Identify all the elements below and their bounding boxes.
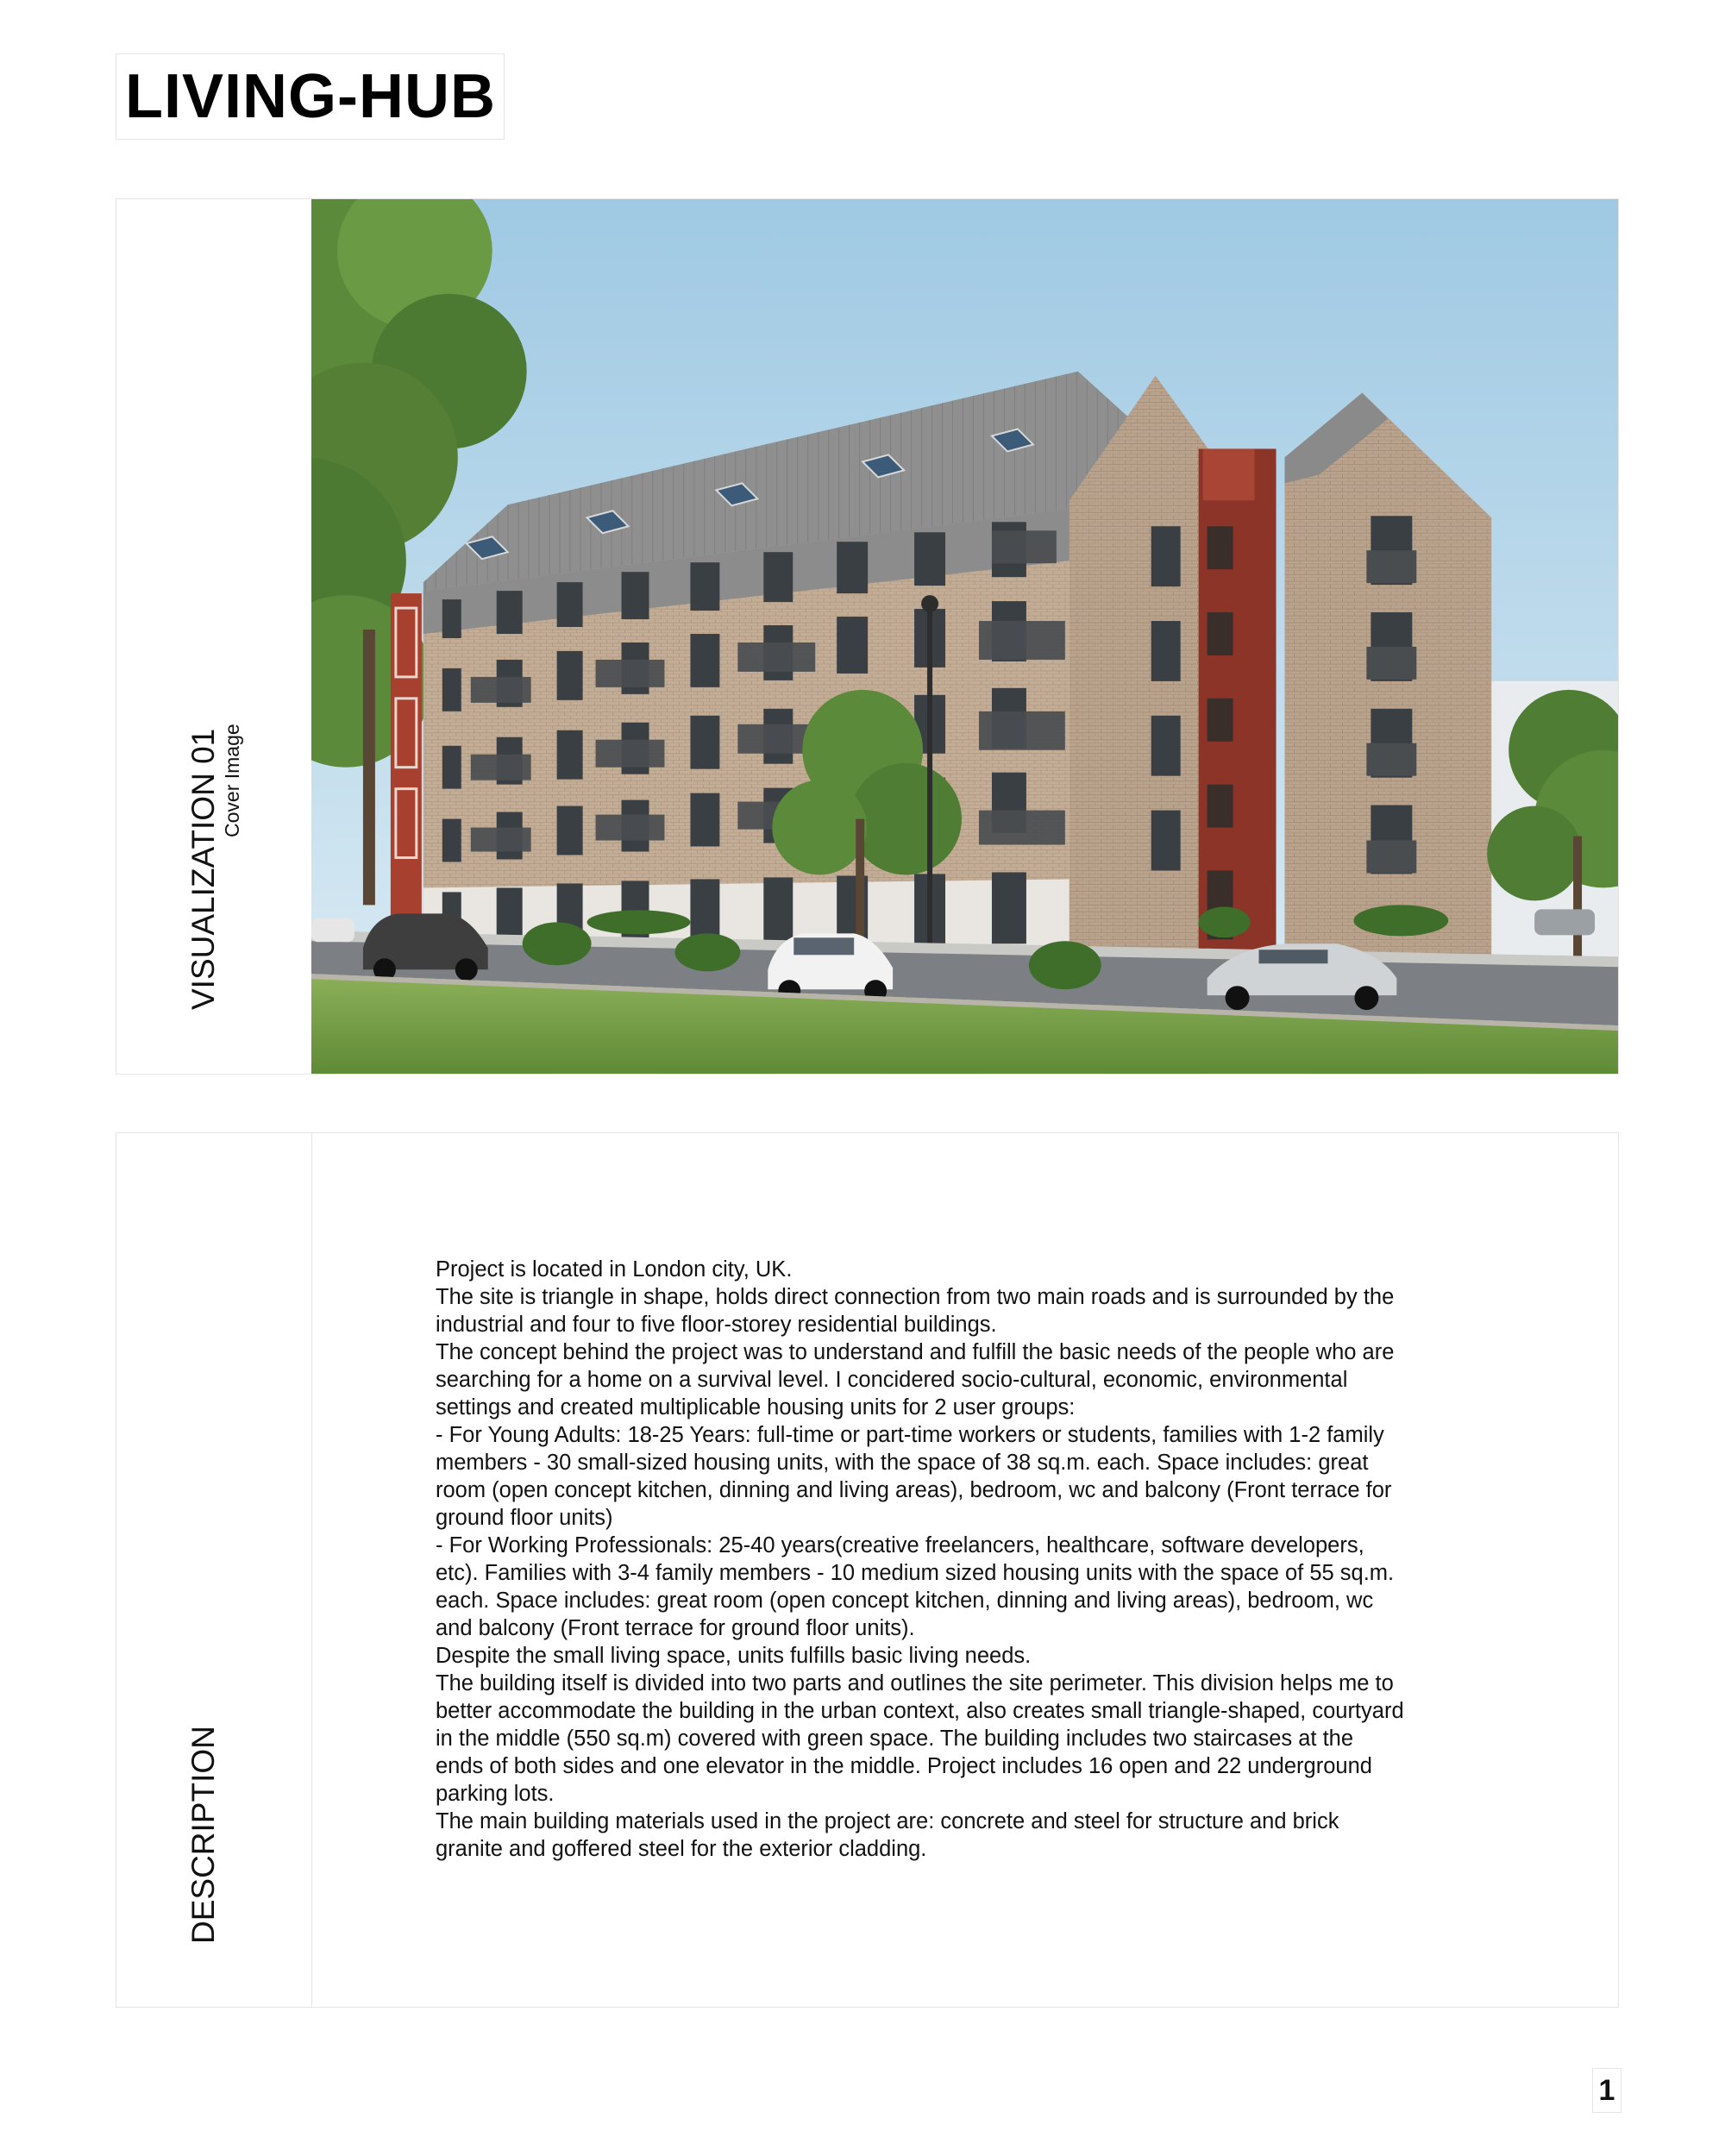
description-line: etc). Families with 3-4 family members - 10 medium sized housing units with the space of 55 sq.m. [436,1561,1395,1585]
description-line: Despite the small living space, units fulfills basic living needs. [436,1644,1032,1668]
description-sidebar [116,1133,312,2007]
description-line: The site is triangle in shape, holds direct connection from two main roads and is surrounded by the [436,1285,1395,1309]
description-line: The building itself is divided into two parts and outlines the site perimeter. This division helps me to [436,1671,1394,1695]
building-render-image [311,199,1618,1074]
description-line: better accommodate the building in the urban context, also creates small triangle-shaped, courtyard [436,1699,1404,1723]
description-line: parking lots. [436,1782,555,1806]
description-line: ground floor units) [436,1506,613,1530]
description-line: industrial and four to five floor-storey residential buildings. [436,1313,997,1337]
description-line: granite and goffered steel for the exterior cladding. [436,1837,927,1861]
page-title: LIVING-HUB [125,62,496,131]
description-line: The main building materials used in the project are: concrete and steel for structure and brick [436,1809,1339,1833]
visualization-sublabel: Cover Image [221,724,243,837]
description-line: and balcony (Front terrace for ground floor units). [436,1616,915,1640]
cover-image [311,199,1618,1074]
description-label: DESCRIPTION [185,1726,221,1944]
description-line: each. Space includes: great room (open concept kitchen, dinning and living areas), bedroom, wc [436,1589,1374,1613]
description-line: ends of both sides and one elevator in the middle. Project includes 16 open and 22 underground [436,1754,1372,1778]
visualization-panel [116,198,1619,1075]
description-line: settings and created multiplicable housing units for 2 user groups: [436,1395,1076,1420]
description-line: searching for a home on a survival level. I concidered socio-cultural, economic, environmental [436,1368,1348,1392]
description-line: - For Young Adults: 18-25 Years: full-time or part-time workers or students, families with 1-2 family [436,1423,1384,1447]
description-line: members - 30 small-sized housing units, with the space of 38 sq.m. each. Space includes: great [436,1451,1369,1475]
description-line: in the middle (550 sq.m) covered with green space. The building includes two staircases at the [436,1727,1354,1751]
description-line: - For Working Professionals: 25-40 years(creative freelancers, healthcare, software developers, [436,1533,1364,1557]
description-line: Project is located in London city, UK. [436,1257,793,1282]
visualization-label: VISUALIZATION 01 [185,728,221,1010]
description-panel [116,1132,1619,2008]
visualization-sidebar [116,199,312,1074]
description-line: room (open concept kitchen, dinning and living areas), bedroom, wc and balcony (Front terrace for [436,1478,1392,1502]
page-number: 1 [1592,2068,1622,2113]
title-box [116,53,505,140]
description-text [436,1256,1496,1863]
description-line: The concept behind the project was to understand and fulfill the basic needs of the people who are [436,1340,1395,1364]
